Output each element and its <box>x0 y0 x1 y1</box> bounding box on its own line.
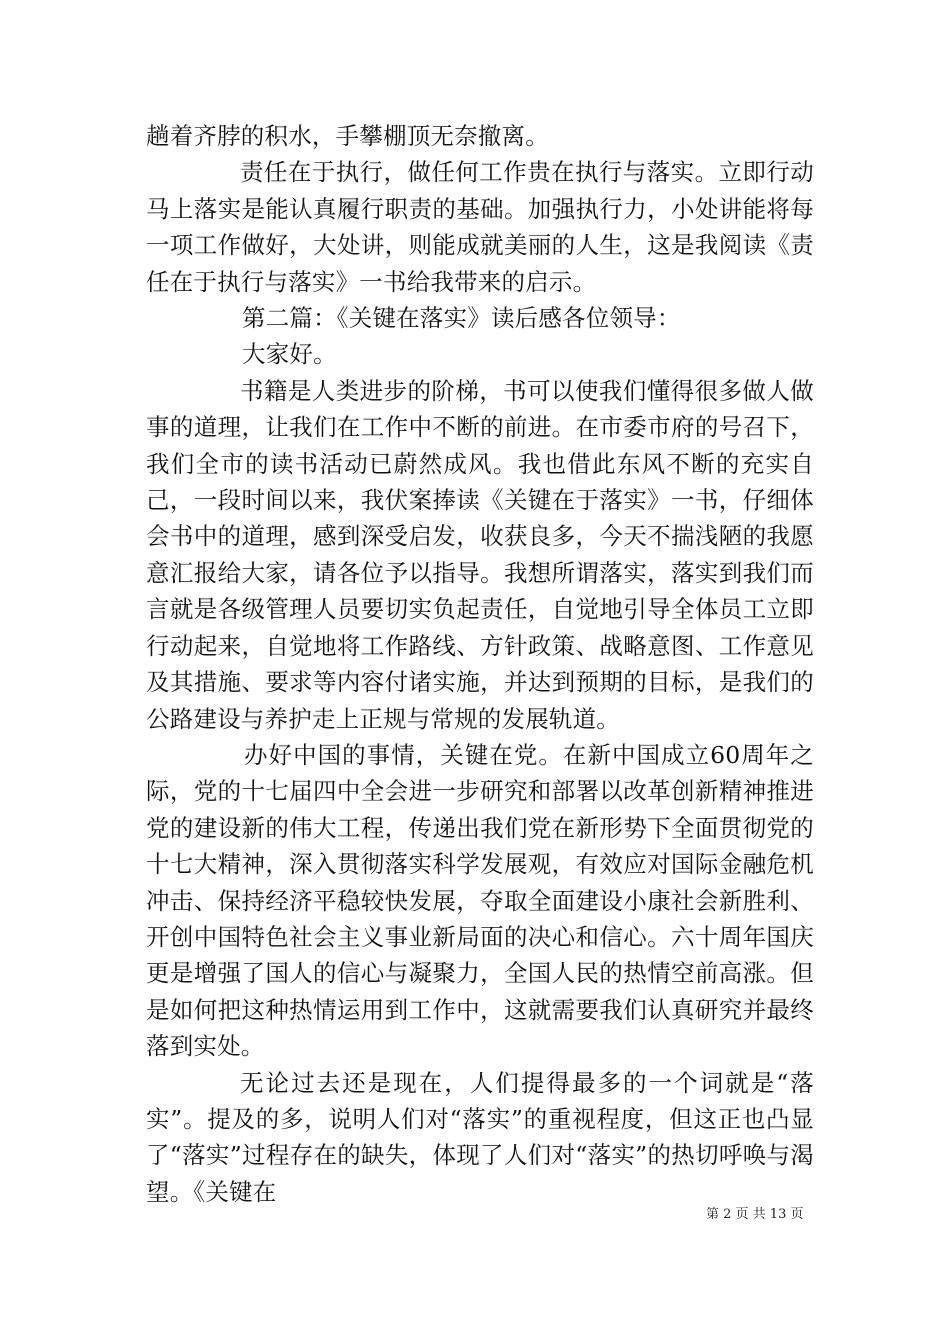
paragraph-reading: 书籍是人类进步的阶梯，书可以使我们懂得很多做人做事的道理，让我们在工作中不断的前进。在市委市府的号召下，我们全市的读书活动已蔚然成风。我也借此东风不断的充实自己，一段时间以来，我伏案捧读《关键在于落实》一书，仔细体会书中的道理，感到深受启发，收获良多，今天不揣浅陋的我愿意汇报给大家，请各位予以指导。我想所谓落实，落实到我们而言就是各级管理人员要切实负起责任，自觉地引导全体员工立即行动起来，自觉地将工作路线、方针政策、战略意图、工作意见及其措施、要求等内容付诸实施，并达到预期的目标，是我们的公路建设与养护走上正规与常规的发展轨道。 <box>146 376 814 733</box>
paragraph-continuation: 趟着齐脖的积水，手攀棚顶无奈撤离。 <box>146 122 549 150</box>
document-body <box>146 118 814 1210</box>
section-heading: 第二篇：《关键在落实》读后感各位领导： <box>242 304 681 333</box>
paragraph-party: 办好中国的事情，关键在党。在新中国成立60周年之际，党的十七届四中全会进一步研究和部署以改革创新精神推进党的建设新的伟大工程，传递出我们党在新形势下全面贯彻党的十七大精神，深入贯彻落实科学发展观，有效应对国际金融危机冲击、保持经济平稳较快发展，夺取全面建设小康社会新胜利、开创中国特色社会主义事业新局面的决心和信心。六十周年国庆更是增强了国人的信心与凝聚力，全国人民的热情空前高涨。但是如何把这种热情运用到工作中，这就需要我们认真研究并最终落到实处。 <box>146 740 814 1061</box>
page-number: 第 2 页 共 13 页 <box>706 1207 804 1222</box>
paragraph-implementation: 无论过去还是现在，人们提得最多的一个词就是“落实”。提及的多，说明人们对“落实”的重视程度，但这正也凸显了“落实”过程存在的缺失，体现了人们对“落实”的热切呼唤与渴望。《关键在 <box>146 1068 814 1206</box>
paragraph-greeting: 大家好。 <box>242 340 337 369</box>
paragraph-responsibility: 责任在于执行，做任何工作贵在执行与落实。立即行动马上落实是能认真履行职责的基础。加强执行力，小处讲能将每一项工作做好，大处讲，则能成就美丽的人生，这是我阅读《责任在于执行与落实》一书给我带来的启示。 <box>146 158 814 296</box>
